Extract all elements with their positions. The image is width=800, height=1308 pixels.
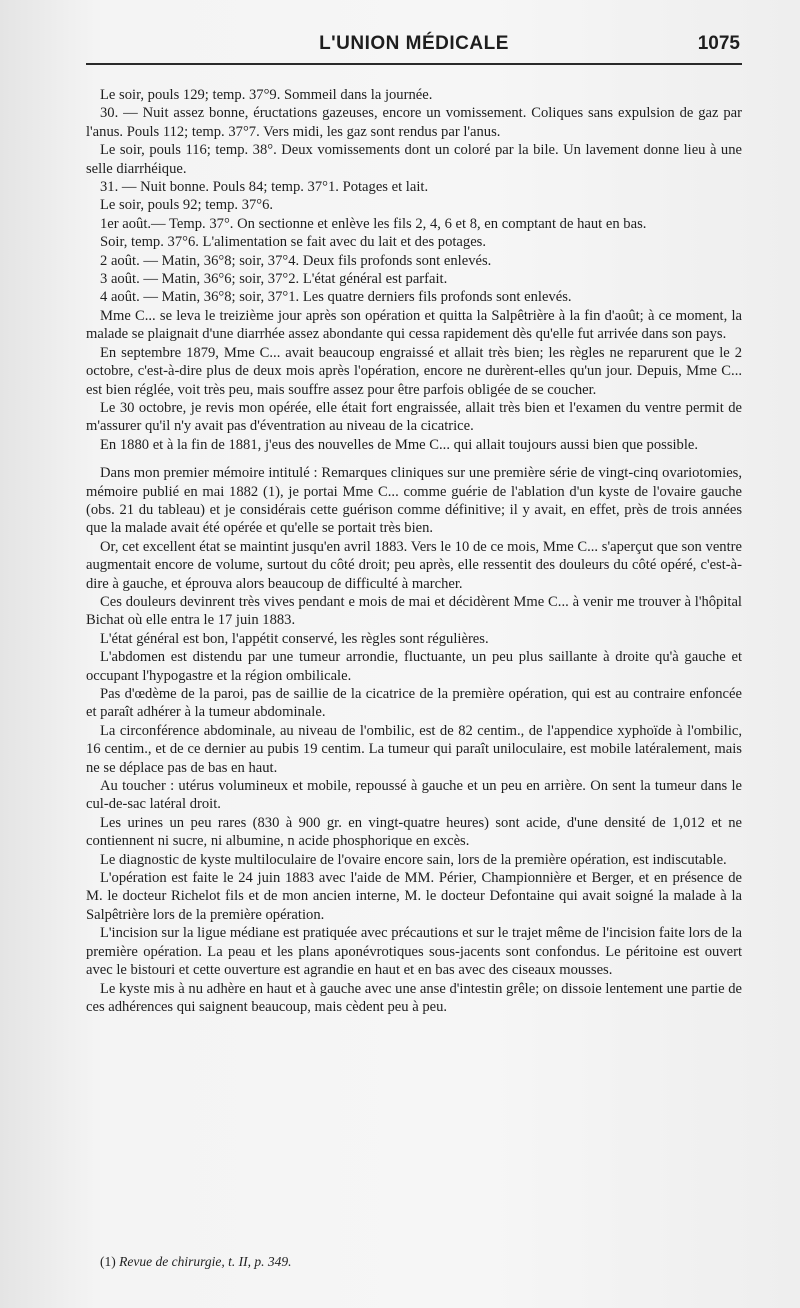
paragraph: L'opération est faite le 24 juin 1883 avec l'aide de MM. Périer, Championnière et Berger, et en présence de M. le docteur Richelot fils et de mon ancien interne, M. le docteur Defontaine qui avait soigné la malade à la Salpêtrière lors de la première opération. — [86, 870, 742, 923]
paragraph: 4 août. — Matin, 36°8; soir, 37°1. Les quatre derniers fils profonds sont enlevés. — [100, 289, 572, 306]
paragraph: Mme C... se leva le treizième jour après son opération et quitta la Salpêtrière à la fin d'août; à ce moment, la malade se plaignait d'une diarrhée assez abondante qui cessa rapidement dès qu'elle fut arrivée dans son pays. — [86, 307, 742, 343]
paragraph: Or, cet excellent état se maintint jusqu'en avril 1883. Vers le 10 de ce mois, Mme C... s'aperçut que son ventre augmentait encore de volume, surtout du côté droit; peu après, elle ressentit des douleurs du côté opéré, c'est-à-dire à gauche, et éprouva alors beaucoup de difficulté à marcher. — [86, 538, 742, 592]
paragraph: 3 août. — Matin, 36°6; soir, 37°2. L'état général est parfait. — [100, 271, 448, 288]
paragraph: L'abdomen est distendu par une tumeur arrondie, fluctuante, un peu plus saillante à droite qu'à gauche et occupant l'hypogastre et la région ombilicale. — [86, 649, 742, 684]
paragraph: 2 août. — Matin, 36°8; soir, 37°4. Deux fils profonds sont enlevés. — [100, 252, 492, 269]
header-rule — [86, 63, 742, 65]
paragraph: L'incision sur la ligue médiane est pratiquée avec précautions et sur le trajet même de l'incision faite lors de la première opération. La peau et les plans aponévrotiques sous-jacents sont confondus. Le péritoine est ouvert avec le bistouri et cette ouverture est agrandie en haut et en bas avec des ciseaux mousses. — [86, 925, 742, 979]
paragraph: Les urines un peu rares (830 à 900 gr. en vingt-quatre heures) sont acide, d'une densité de 1,012 et ne contiennent ni sucre, ni albumine, n acide phosphorique en excès. — [86, 814, 742, 850]
paragraph: Le diagnostic de kyste multiloculaire de l'ovaire encore sain, lors de la première opération, est indiscutable. — [100, 851, 727, 868]
footnote-text: Revue de chirurgie, t. II, p. 349. — [119, 1254, 292, 1269]
paragraph: 31. — Nuit bonne. Pouls 84; temp. 37°1. Potages et lait. — [100, 179, 429, 196]
paragraph: 30. — Nuit assez bonne, éructations gazeuses, encore un vomissement. Coliques sans expulsion de gaz par l'anus. Pouls 112; temp. 37°7. Vers midi, les gaz sont rendus par l'anus. — [86, 105, 742, 140]
running-title: L'UNION MÉDICALE — [319, 33, 509, 54]
page-number: 1075 — [697, 33, 740, 54]
paragraph: Le 30 octobre, je revis mon opérée, elle était fort engraissée, allait très bien et l'examen du ventre permit de m'assurer qu'il n'y avait pas d'éventration au niveau de la cicatrice. — [86, 399, 742, 435]
paragraph: Le kyste mis à nu adhère en haut et à gauche avec une anse d'intestin grêle; on dissoie lentement une partie de ces adhérences qui saignent beaucoup, mais cèdent peu à peu. — [86, 980, 742, 1015]
paragraph: Ces douleurs devinrent très vives pendant e mois de mai et décidèrent Mme C... à venir me trouver à l'hôpital Bichat où elle entra le 17 juin 1883. — [86, 593, 742, 629]
paragraph: Le soir, pouls 92; temp. 37°6. — [100, 197, 274, 214]
paragraph: La circonférence abdominale, au niveau de l'ombilic, est de 82 centim., de l'appendice xyphoïde à l'ombilic, 16 centim., et de ce dernier au pubis 19 centim. La tumeur qui paraît uniloculaire, est mobile latéralement, mais ne se déplace pas de bas en haut. — [86, 722, 742, 776]
paragraph: Pas d'œdème de la paroi, pas de saillie de la cicatrice de la première opération, qui est au contraire enfoncée et paraît adhérer à la tumeur abdominale. — [86, 686, 742, 721]
paragraph: En septembre 1879, Mme C... avait beaucoup engraissé et allait très bien; les règles ne reparurent que le 2 octobre, c'est-à-dire plus de deux mois après l'opération, encore ne durèrent-elles qu'un jour. Depuis, Mme C... est bien réglée, voit très peu, mais souffre assez pour être parfois obligée de se coucher. — [86, 344, 742, 398]
paragraph: Au toucher : utérus volumineux et mobile, repoussé à gauche et un peu en arrière. On sent la tumeur dans le cul-de-sac latéral droit. — [86, 778, 742, 813]
footnote-marker: (1) — [100, 1254, 116, 1269]
paragraph: Soir, temp. 37°6. L'alimentation se fait avec du lait et des potages. — [100, 234, 487, 251]
article-body — [86, 64, 742, 1016]
paragraph: En 1880 et à la fin de 1881, j'eus des nouvelles de Mme C... qui allait toujours aussi bien que possible. — [100, 436, 699, 453]
paragraph: 1er août.— Temp. 37°. On sectionne et enlève les fils 2, 4, 6 et 8, en comptant de haut en bas. — [100, 215, 647, 232]
paragraph: L'état général est bon, l'appétit conservé, les règles sont régulières. — [100, 630, 489, 647]
footnote — [86, 1254, 742, 1270]
paragraph: Le soir, pouls 129; temp. 37°9. Sommeil dans la journée. — [100, 87, 433, 103]
paragraph: Le soir, pouls 116; temp. 38°. Deux vomissements dont un coloré par la bile. Un lavement donne lieu à une selle diarrhéique. — [86, 142, 742, 177]
page-header — [86, 0, 742, 64]
paragraph: Dans mon premier mémoire intitulé : Remarques cliniques sur une première série de vingt-cinq ovariotomies, mémoire publié en mai 1882 (1), je portai Mme C... comme guérie de l'ablation d'un kyste de l'ovaire gauche (obs. 21 du tableau) et je considérais cette guérison comme définitive; il y avait, en effet, près de trois années que la malade avait été opérée et qu'elle se portait très bien. — [86, 465, 742, 537]
